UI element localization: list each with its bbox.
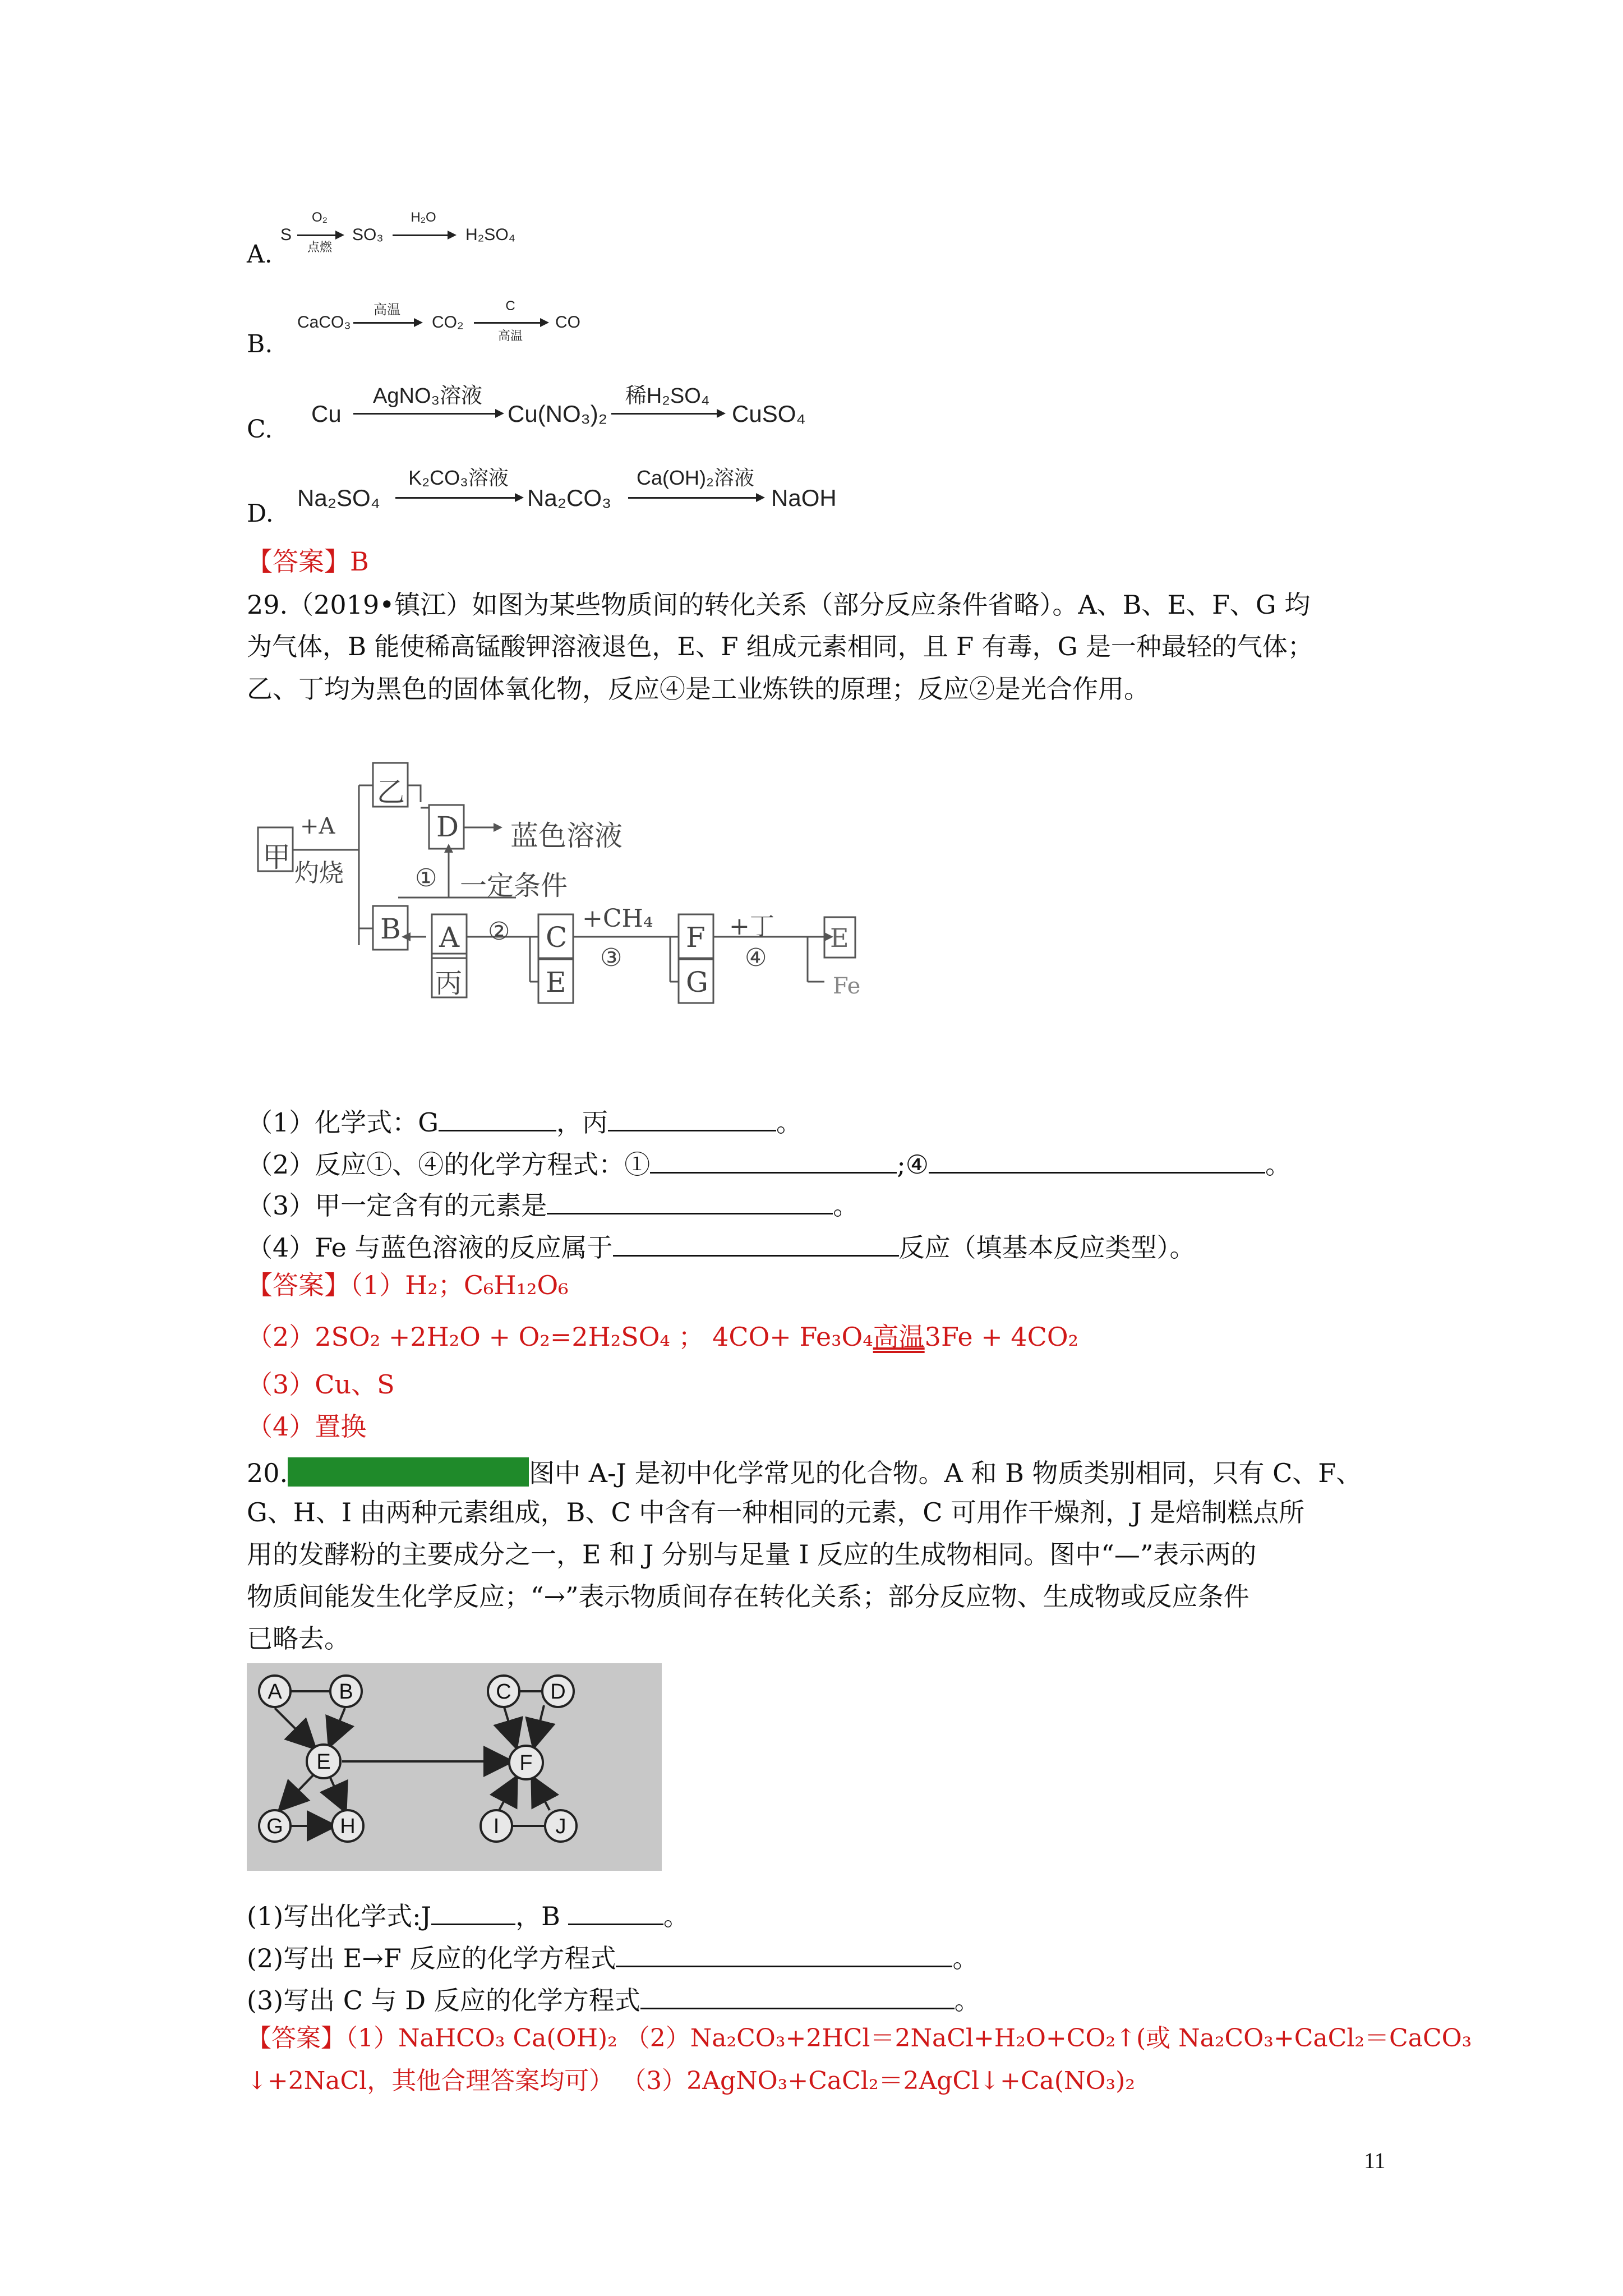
node-a: A [268,1680,282,1704]
q29-sub-1-text: （1）化学式：G [247,1107,439,1138]
q20-sub-1-text-b: ，B [515,1901,560,1931]
q29-sub-1-text-b: ，丙 [556,1107,608,1138]
node-c: C [496,1680,511,1704]
q20-diagram [247,1663,662,1871]
q29-sub-2-text: （2）反应①、④的化学方程式：① [247,1149,651,1180]
q29-answer-1 [247,1272,569,1298]
label-plus-ch4: +CH₄ [582,904,653,933]
source-highlight [288,1457,529,1487]
q29-sub-3 [247,1188,859,1221]
node-bing: 丙 [435,968,463,999]
answer-blank-bing[interactable] [608,1105,776,1131]
answer-blank-g[interactable] [439,1105,556,1131]
option-c-c1top: AgNO₃溶液 [373,384,482,408]
answer-tag: 【答案】 [247,2024,345,2053]
option-d-label: D. [247,499,274,528]
option-d-arrow-1 [395,497,522,499]
answer-blank-e-f[interactable] [616,1941,952,1967]
answer-blank-j[interactable] [431,1899,515,1925]
q29-sub-3-text: （3）甲一定含有的元素是 [247,1190,547,1221]
option-a-label: A. [247,240,273,269]
answer-tag: 【答案】 [247,546,350,577]
option-d-s3: NaOH [771,485,837,511]
page-number: 11 [1364,2148,1386,2173]
q20-number: 20. [247,1458,288,1488]
option-a-arrow-1 [297,234,342,236]
option-a-c2top: H₂O [411,210,436,225]
label-r3: ③ [600,944,623,972]
q20-diagram-svg [247,1663,662,1871]
option-d-arrow-2 [628,497,763,499]
label-blue-solution: 蓝色溶液 [510,820,623,852]
option-c-s3: CuSO₄ [732,401,806,427]
option-b-c2bot: 高温 [497,329,523,343]
option-d-reaction [297,466,914,522]
answer-blank-r4[interactable] [929,1147,1265,1174]
q29-diagram [247,724,886,1038]
q20-sub-1 [247,1899,689,1929]
q29-answer-3: （3）Cu、S [247,1369,395,1400]
q20-answer-1 [247,2026,1472,2051]
option-b-c2top: C [505,298,515,314]
q29-sub-3-end: 。 [833,1190,859,1221]
q29-answer-2-text-a: （2）2SO₂ +2H₂O + O₂=2H₂SO₄ ； 4CO+ Fe₃O₄ [247,1322,873,1352]
q20-answer-2: ↓+2NaCl，其他合理答案均可） （3）2AgNO₃+CaCl₂＝2AgCl↓+Ca(NO₃)₂ [247,2067,1135,2095]
q20-line-4: 物质间能发生化学反应；“→”表示物质间存在转化关系；部分反应物、生成物或反应条件 [247,1581,1249,1612]
output-e: E [830,923,849,953]
node-g: G [686,966,708,999]
option-a-s2: SO₃ [352,226,384,244]
q29-line-2: 为气体，B 能使稀高锰酸钾溶液退色，E、F 组成元素相同，且 F 有毒，G 是一种最轻的气体； [247,632,1313,661]
q29-line-1: 29.（2019•镇江）如图为某些物质间的转化关系（部分反应条件省略）。A、B、E、F、G 均 [247,590,1311,620]
q20-line-3: 用的发酵粉的主要成分之一，E 和 J 分别与足量 I 反应的生成物相同。图中“—”表示两的 [247,1539,1257,1570]
q29-sub-4-text: （4）Fe 与蓝色溶液的反应属于 [247,1232,613,1263]
option-a-c1top: O₂ [312,210,328,225]
option-d-s1: Na₂SO₄ [297,485,380,511]
q29-sub-4-end: 反应（填基本反应类型）。 [898,1232,1196,1263]
node-b: B [380,913,401,945]
node-g: G [266,1815,283,1838]
q29-sub-1-end: 。 [776,1107,803,1138]
answer-blank-b[interactable] [568,1899,663,1925]
option-d-c1top: K₂CO₃溶液 [408,466,509,489]
option-b-arrow-1 [353,322,421,324]
option-b-c1top: 高温 [374,302,400,318]
label-condition: 一定条件 [460,870,568,901]
option-b-s1: CaCO₃ [297,313,351,332]
output-fe: Fe [833,973,861,999]
label-plus-a: +A [300,813,335,839]
q29-line-3: 乙、丁均为黑色的固体氧化物，反应④是工业炼铁的原理；反应②是光合作用。 [247,674,1150,704]
answer-value: B [350,546,369,577]
q28-answer [247,546,369,577]
option-c-c2top: 稀H₂SO₄ [625,384,710,408]
q20-line-1 [247,1457,1362,1487]
node-j: J [555,1815,566,1838]
answer-blank-c-d[interactable] [640,1983,955,2009]
node-h: H [340,1815,356,1838]
node-yi: 乙 [377,776,405,808]
q29-answer-2-text-b: 3Fe + 4CO₂ [924,1322,1078,1352]
label-r1: ① [415,864,437,892]
option-b-s2: CO₂ [432,313,464,332]
node-d: D [550,1680,566,1704]
q20-sub-3-text: (3)写出 C 与 D 反应的化学方程式 [247,1985,640,2016]
q20-line-5: 已略去。 [247,1623,350,1654]
node-a: A [439,921,460,954]
answer-tag: 【答案】 [247,1270,350,1300]
q29-sub-4 [247,1230,1196,1263]
q20-answer-line-1: （1）NaHCO₃ Ca(OH)₂ （2）Na₂CO₃+2HCl＝2NaCl+H₂O+CO₂↑(或 Na₂CO₃+CaCl₂＝CaCO₃ [345,2024,1472,2053]
option-a-reaction [280,210,561,258]
q29-answer-4: （4）置换 [247,1411,367,1442]
q20-line-2: G、H、I 由两种元素组成，B、C 中含有一种相同的元素，C 可用作干燥剂，J 是焙制糕点所 [247,1497,1305,1527]
label-zhuoshao: 灼烧 [294,859,344,887]
q20-sub-2-end: 。 [952,1943,979,1973]
q29-sub-2-text-b: ;④ [897,1149,929,1180]
q20-sub-1-end: 。 [663,1901,689,1931]
node-e: E [546,966,566,999]
q20-sub-1-text: (1)写出化学式:J [247,1901,432,1931]
label-plus-ding: +丁 [729,912,774,941]
node-c: C [546,921,568,954]
option-c-label: C. [247,415,273,444]
q20-sub-2 [247,1941,978,1971]
node-d: D [436,811,459,843]
option-d-c2top: Ca(OH)₂溶液 [637,466,754,489]
option-a-arrow-2 [393,234,454,236]
option-b-arrow-2 [474,322,547,324]
option-c-reaction [311,381,872,438]
option-c-arrow-1 [353,413,502,415]
q29-answer-2-condition: 高温 [873,1322,925,1352]
q20-line-1-text: 图中 A-J 是初中化学常见的化合物。A 和 B 物质类别相同，只有 C、F、 [529,1458,1362,1488]
option-c-s1: Cu [311,401,342,427]
q20-sub-2-text: (2)写出 E→F 反应的化学方程式 [247,1943,616,1973]
q20-sub-3 [247,1983,980,2016]
answer-blank-elements[interactable] [547,1188,833,1214]
node-b: B [339,1680,353,1704]
option-b-label: B. [247,330,273,358]
q29-sub-2-end: 。 [1265,1149,1292,1180]
node-i: I [493,1815,500,1838]
option-c-arrow-2 [611,413,723,415]
option-c-s2: Cu(NO₃)₂ [508,401,608,427]
answer-blank-reaction-type[interactable] [613,1230,899,1257]
option-b-s3: CO [555,313,580,332]
q20-sub-3-end: 。 [954,1985,980,2016]
q29-sub-2 [247,1147,1292,1180]
q29-sub-1 [247,1105,803,1138]
label-r2: ② [488,917,510,946]
option-a-s1: S [280,226,292,244]
option-b-reaction [297,297,578,348]
label-r4: ④ [745,944,767,972]
option-a-s3: H₂SO₄ [465,226,515,244]
option-a-c1bot: 点燃 [307,240,332,254]
q29-answer-2 [247,1324,1078,1350]
option-d-s2: Na₂CO₃ [527,485,612,511]
node-e: E [316,1750,331,1774]
answer-blank-r1[interactable] [650,1147,897,1174]
node-f: F [519,1751,533,1775]
node-f: F [686,921,706,954]
q29-answer-1-text: （1）H₂；C₆H₁₂O₆ [350,1270,569,1300]
node-jia: 甲 [262,841,291,873]
